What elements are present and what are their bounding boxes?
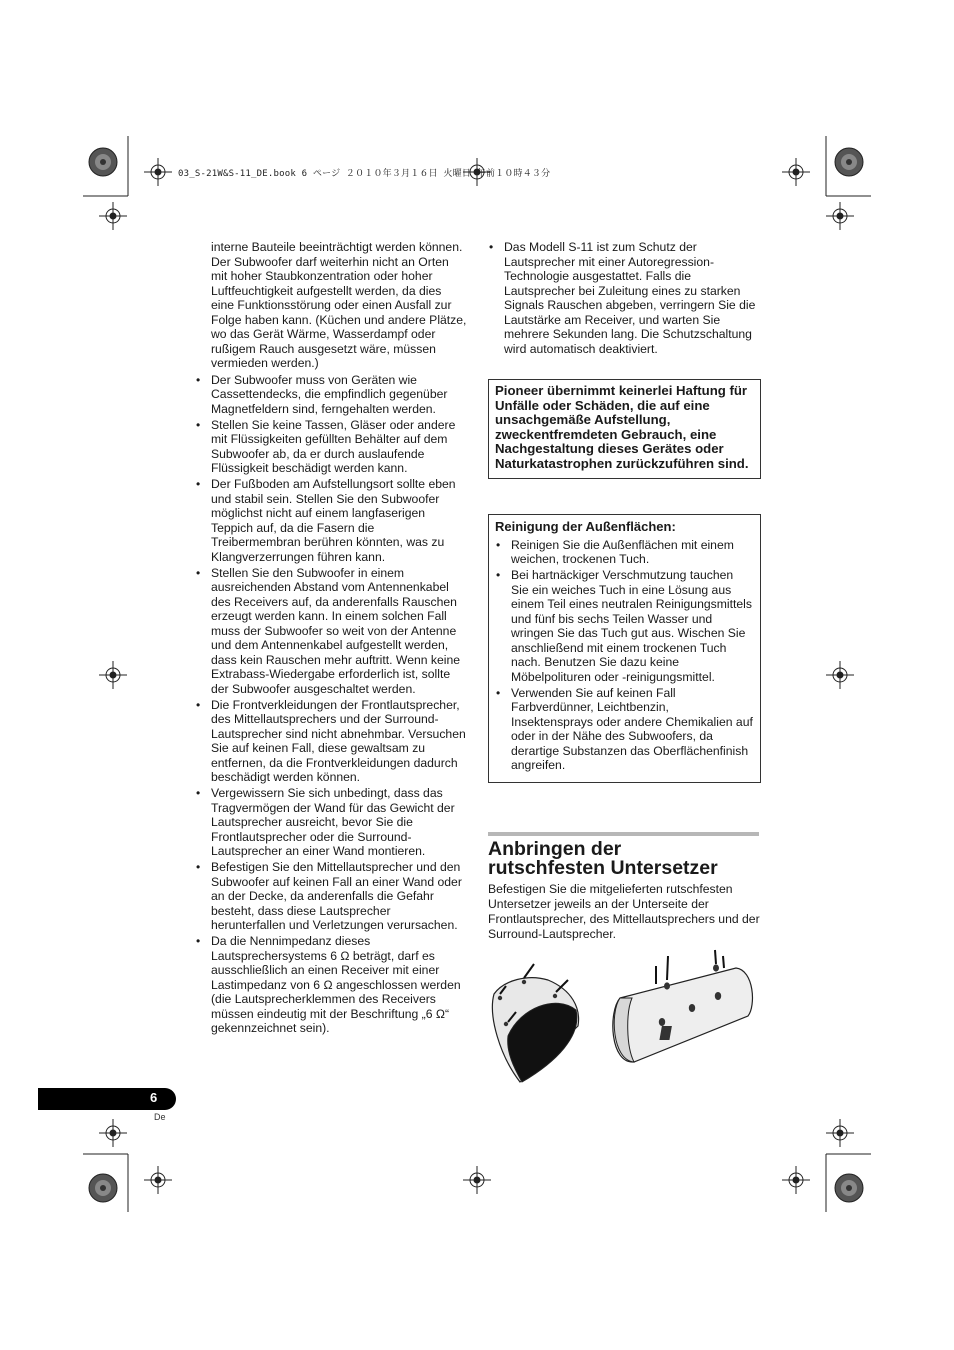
list-item: • Bei hartnäckiger Verschmutzung tauchen Sie ein weiches Tuch in eine Lösung aus einem Teil eines neutralen Reinigungsmittels und fünf bis sechs Teilen Wasser und wringen Sie das Tuch gut aus. Wischen Sie anschließend mit einem trockenen Tuch nach. Benutzen Sie dazu keine Möbelpolituren oder -reinigungsmittel.	[495, 568, 754, 684]
language-code: De	[154, 1112, 166, 1122]
registration-starburst-bottom-left	[89, 1174, 117, 1202]
right-column-top	[488, 240, 760, 358]
list-item: • Das Modell S-11 ist zum Schutz der Lautsprecher mit einer Autoregression-Technologie ausgestattet. Falls die Lautsprecher bei Zuleitung eines zu starken Signals Rauschen abgeben, verringern Sie die Lautstärke am Receiver, und warten Sie mehrere Sekunden lang. Die Schutzschaltung wird automatisch deaktiviert.	[488, 240, 760, 356]
list-item: • Die Frontverkleidungen der Frontlautsprecher, des Mittellautsprechers und der Surround-Lautsprecher sind nicht abnehmbar. Versuchen Sie auf keinen Fall, diese gewaltsam zu entfernen, da die Frontverkleidungen dadurch beschädigt werden können.	[195, 698, 467, 785]
intro-paragraph: interne Bauteile beeinträchtigt werden können. Der Subwoofer darf weiterhin nicht an Orten mit hoher Staubkonzentration oder hoher Luftfeuchtigkeit aufgestellt werden, da dies eine Funktionsstörung oder einen Ausfall zur Folge haben kann. (Küchen und andere Plätze, wo das Gerät Wärme, Wasserdampf oder rußigem Rauch ausgesetzt wäre, müssen vermieden werden.)	[211, 240, 467, 370]
list-item: • Stellen Sie keine Tassen, Gläser oder andere mit Flüssigkeiten gefüllten Behälter auf dem Subwoofer ab, da er durch auslaufende Flüssigkeit beschädigt werden kann.	[195, 418, 467, 476]
registration-starburst-top-left	[89, 148, 117, 176]
section-title-line-1: Anbringen der	[488, 838, 622, 860]
cleaning-box	[488, 514, 761, 783]
left-column	[195, 240, 467, 1037]
list-item: • Der Fußboden am Aufstellungsort sollte eben und stabil sein. Stellen Sie den Subwoofer möglichst nicht auf einem langfaserigen Teppich auf, da die Fasern die Treibermembran berühren könnten, was zu Klangverzerrungen führen kann.	[195, 477, 467, 564]
speaker-illustration	[486, 946, 761, 1088]
list-item: • Reinigen Sie die Außenflächen mit einem weichen, trockenen Tuch.	[495, 538, 754, 567]
section-divider	[488, 832, 759, 836]
front-speaker-drawing	[492, 964, 578, 1082]
list-item: • Der Subwoofer muss von Geräten wie Cassettendecks, die empfindlich gegenüber Magnetfeldern sind, ferngehalten werden.	[195, 373, 467, 417]
list-item: • Da die Nennimpedanz dieses Lautsprechersystems 6 Ω beträgt, darf es ausschließlich an einen Receiver mit einer Lastimpedanz von 6 Ω angeschlossen werden (die Lautsprecherklemmen des Receivers müssen eindeutig mit der Beschriftung „6 Ω“ gekennzeichnet sein).	[195, 934, 467, 1036]
center-speaker-drawing	[613, 950, 753, 1062]
section-title-line-2: rutschfesten Untersetzer	[488, 857, 718, 879]
cleaning-bullet-list	[495, 538, 754, 773]
liability-warning-box: Pioneer übernimmt keinerlei Haftung für Unfälle oder Schäden, die auf eine unsachgemäße Aufstellung, zweckentfremdeten Gebrauch, eine Nachgestaltung dieses Gerätes oder Naturkatastrophen zurückzuführen sind.	[488, 379, 761, 479]
print-file-info: 03_S-21W&S-11_DE.book 6 ページ ２０１０年３月１６日 火曜日 午前１０時４３分	[178, 169, 551, 179]
cleaning-title: Reinigung der Außenflächen:	[495, 519, 676, 534]
list-item: • Befestigen Sie den Mittellautsprecher und den Subwoofer auf keinen Fall an einer Wand oder an der Decke, da anderenfalls die Gefahr besteht, dass diese Lautsprecher herunterfallen und Verletzungen verursachen.	[195, 860, 467, 933]
list-item: • Vergewissern Sie sich unbedingt, dass das Tragvermögen der Wand für das Gewicht der Lautsprecher ausreicht, bevor Sie die Frontlautsprecher oder die Surround-Lautsprecher an einer Wand montieren.	[195, 786, 467, 859]
list-item: • Stellen Sie den Subwoofer in einem ausreichenden Abstand vom Antennenkabel des Receivers auf, da anderenfalls Rauschen erzeugt werden kann. In einem solchen Fall muss der Subwoofer so weit von der Antenne und dem Antennenkabel aufgestellt werden, dass kein Rauschen mehr auftritt. Wenn keine Extrabass-Wiedergabe erforderlich ist, sollte der Subwoofer ausgeschaltet werden.	[195, 566, 467, 697]
page-number: 6	[150, 1090, 158, 1105]
registration-starburst-top-right	[835, 148, 863, 176]
safety-bullet-list	[195, 373, 467, 1036]
section-title	[488, 840, 768, 878]
section-body: Befestigen Sie die mitgelieferten rutschfesten Untersetzer jeweils an der Unterseite der Frontlautsprecher, des Mittellautsprechers und der Surround-Lautsprecher.	[488, 882, 760, 941]
list-item: • Verwenden Sie auf keinen Fall Farbverdünner, Leichtbenzin, Insektensprays oder andere Chemikalien auf oder in der Nähe des Subwoofers, da derartige Substanzen das Oberflächenfinish angreifen.	[495, 686, 754, 773]
registration-starburst-bottom-right	[835, 1174, 863, 1202]
protection-bullet-list	[488, 240, 760, 356]
